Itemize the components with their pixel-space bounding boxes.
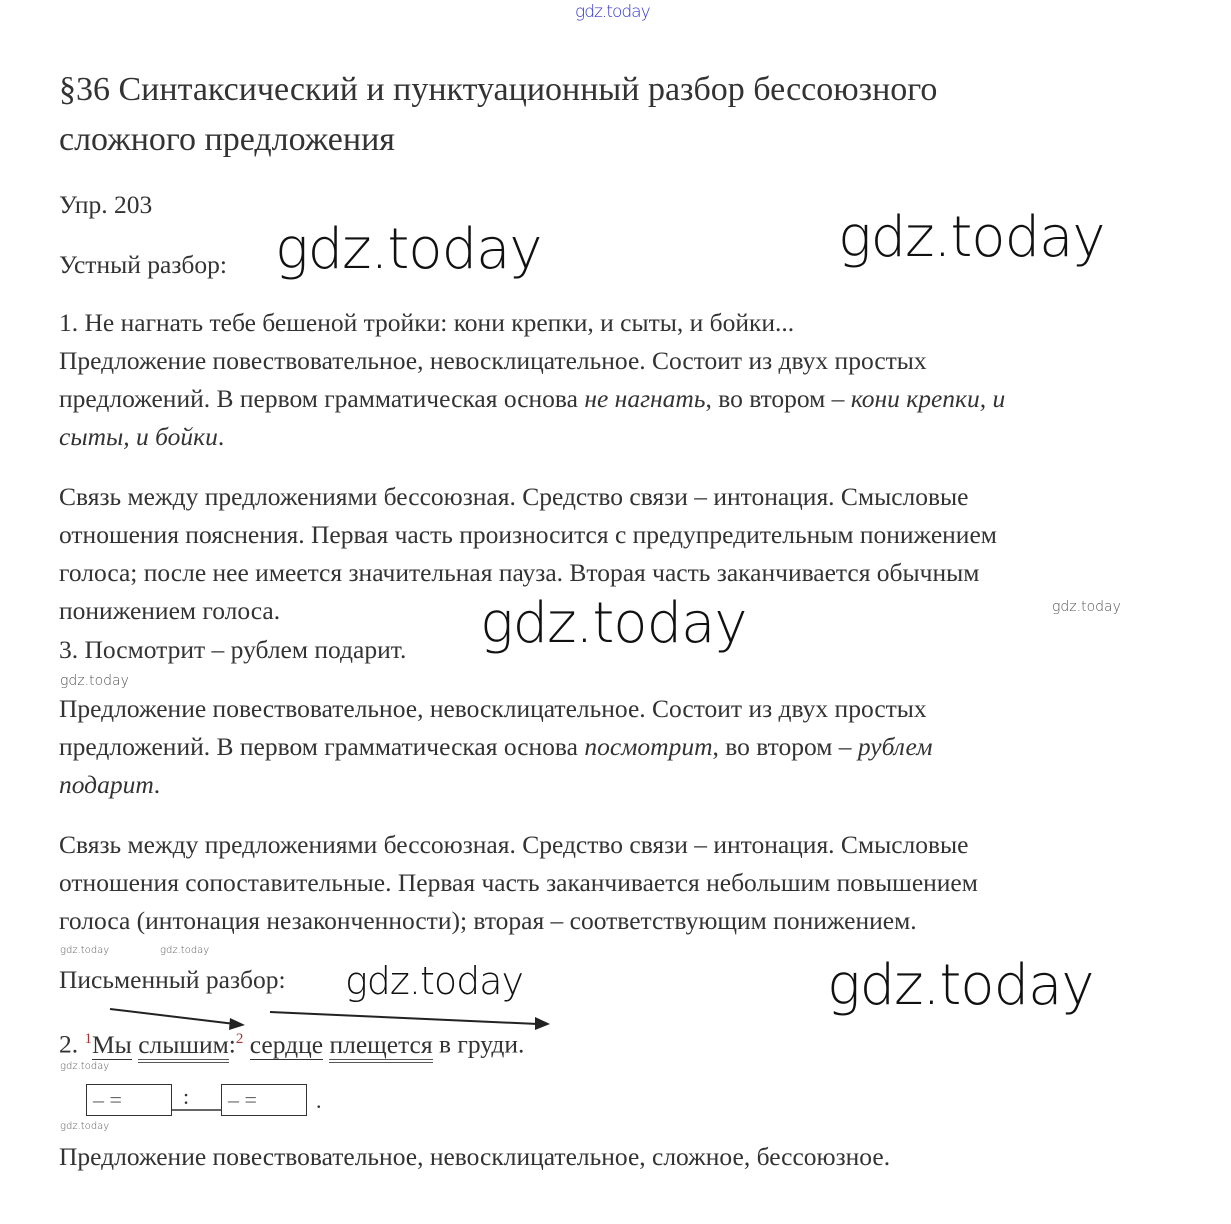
page-title: §36 Синтаксический и пунктуационный разбор бессоюзного xyxy=(59,71,938,108)
subject: Мы xyxy=(92,1029,132,1059)
text-line: голоса (интонация незаконченности); вторая – соответствующим понижением. xyxy=(59,906,917,935)
watermark-top: gdz.today xyxy=(575,2,650,22)
watermark: gdz.today xyxy=(480,591,747,656)
italic-text: кони крепки, и xyxy=(850,384,1006,413)
watermark: gdz.today xyxy=(827,953,1094,1018)
text-line: Связь между предложениями бессоюзная. Средство связи – интонация. Смысловые xyxy=(59,482,969,511)
scheme-colon: : xyxy=(183,1084,190,1109)
subject: сердце xyxy=(249,1029,324,1059)
watermark: gdz.today xyxy=(160,945,210,956)
watermark: gdz.today xyxy=(60,1061,110,1072)
text: : xyxy=(228,1029,236,1059)
watermark: gdz.today xyxy=(345,959,523,1003)
italic-text: сыты, и бойки xyxy=(59,422,218,451)
scheme-box-1: – = xyxy=(86,1084,172,1116)
part-number: 1 xyxy=(84,1031,92,1047)
italic-text: рублем xyxy=(857,732,933,761)
italic-text: не нагнать xyxy=(584,384,706,413)
watermark: gdz.today xyxy=(838,205,1105,270)
sentence-1: 1. Не нагнать тебе бешеной тройки: кони крепки, и сыты, и бойки... xyxy=(59,308,795,337)
part-number: 2 xyxy=(235,1031,244,1047)
text: в груди. xyxy=(438,1029,525,1059)
watermark: gdz.today xyxy=(1052,599,1121,615)
text: предложений. В первом грамматическая основа xyxy=(59,732,585,761)
text: , во втором – xyxy=(712,732,858,761)
watermark: gdz.today xyxy=(275,217,542,282)
oral-heading: Устный разбор: xyxy=(59,250,227,279)
scheme-box-2: – = xyxy=(221,1084,307,1116)
watermark: gdz.today xyxy=(60,1121,110,1132)
text-line: Предложение повествовательное, невосклицательное. Состоит из двух простых xyxy=(59,346,927,375)
exercise-number: Упр. 203 xyxy=(59,190,153,219)
predicate: плещется xyxy=(329,1030,432,1063)
watermark: gdz.today xyxy=(60,945,110,956)
text-line: понижением голоса. xyxy=(59,596,281,625)
predicate: слышим xyxy=(138,1030,229,1063)
text-line: отношения пояснения. Первая часть произносится с предупредительным понижением xyxy=(59,520,997,549)
conclusion: Предложение повествовательное, невосклицательное, сложное, бессоюзное. xyxy=(59,1142,891,1171)
text-line: Связь между предложениями бессоюзная. Средство связи – интонация. Смысловые xyxy=(59,830,969,859)
text: . xyxy=(153,770,161,799)
text: , во втором – xyxy=(705,384,851,413)
arrow-head xyxy=(535,1017,550,1030)
text-line: голоса; после нее имеется значительная пауза. Вторая часть заканчивается обычным xyxy=(59,558,980,587)
sentence-2 xyxy=(59,1021,524,1063)
written-heading: Письменный разбор: xyxy=(59,965,286,994)
italic-text: подарит xyxy=(59,770,154,799)
sentence-3: 3. Посмотрит – рублем подарит. xyxy=(59,635,407,664)
scheme-end: . xyxy=(316,1088,322,1113)
text-line: отношения сопоставительные. Первая часть заканчивается небольшим повышением xyxy=(59,868,978,897)
italic-text: посмотрит xyxy=(584,732,713,761)
watermark: gdz.today xyxy=(60,673,129,689)
text: предложений. В первом грамматическая основа xyxy=(59,384,585,413)
text: 2. xyxy=(59,1029,79,1059)
page-title-line2: сложного предложения xyxy=(59,121,395,158)
text-line: Предложение повествовательное, невосклицательное. Состоит из двух простых xyxy=(59,694,927,723)
text: . xyxy=(217,422,225,451)
